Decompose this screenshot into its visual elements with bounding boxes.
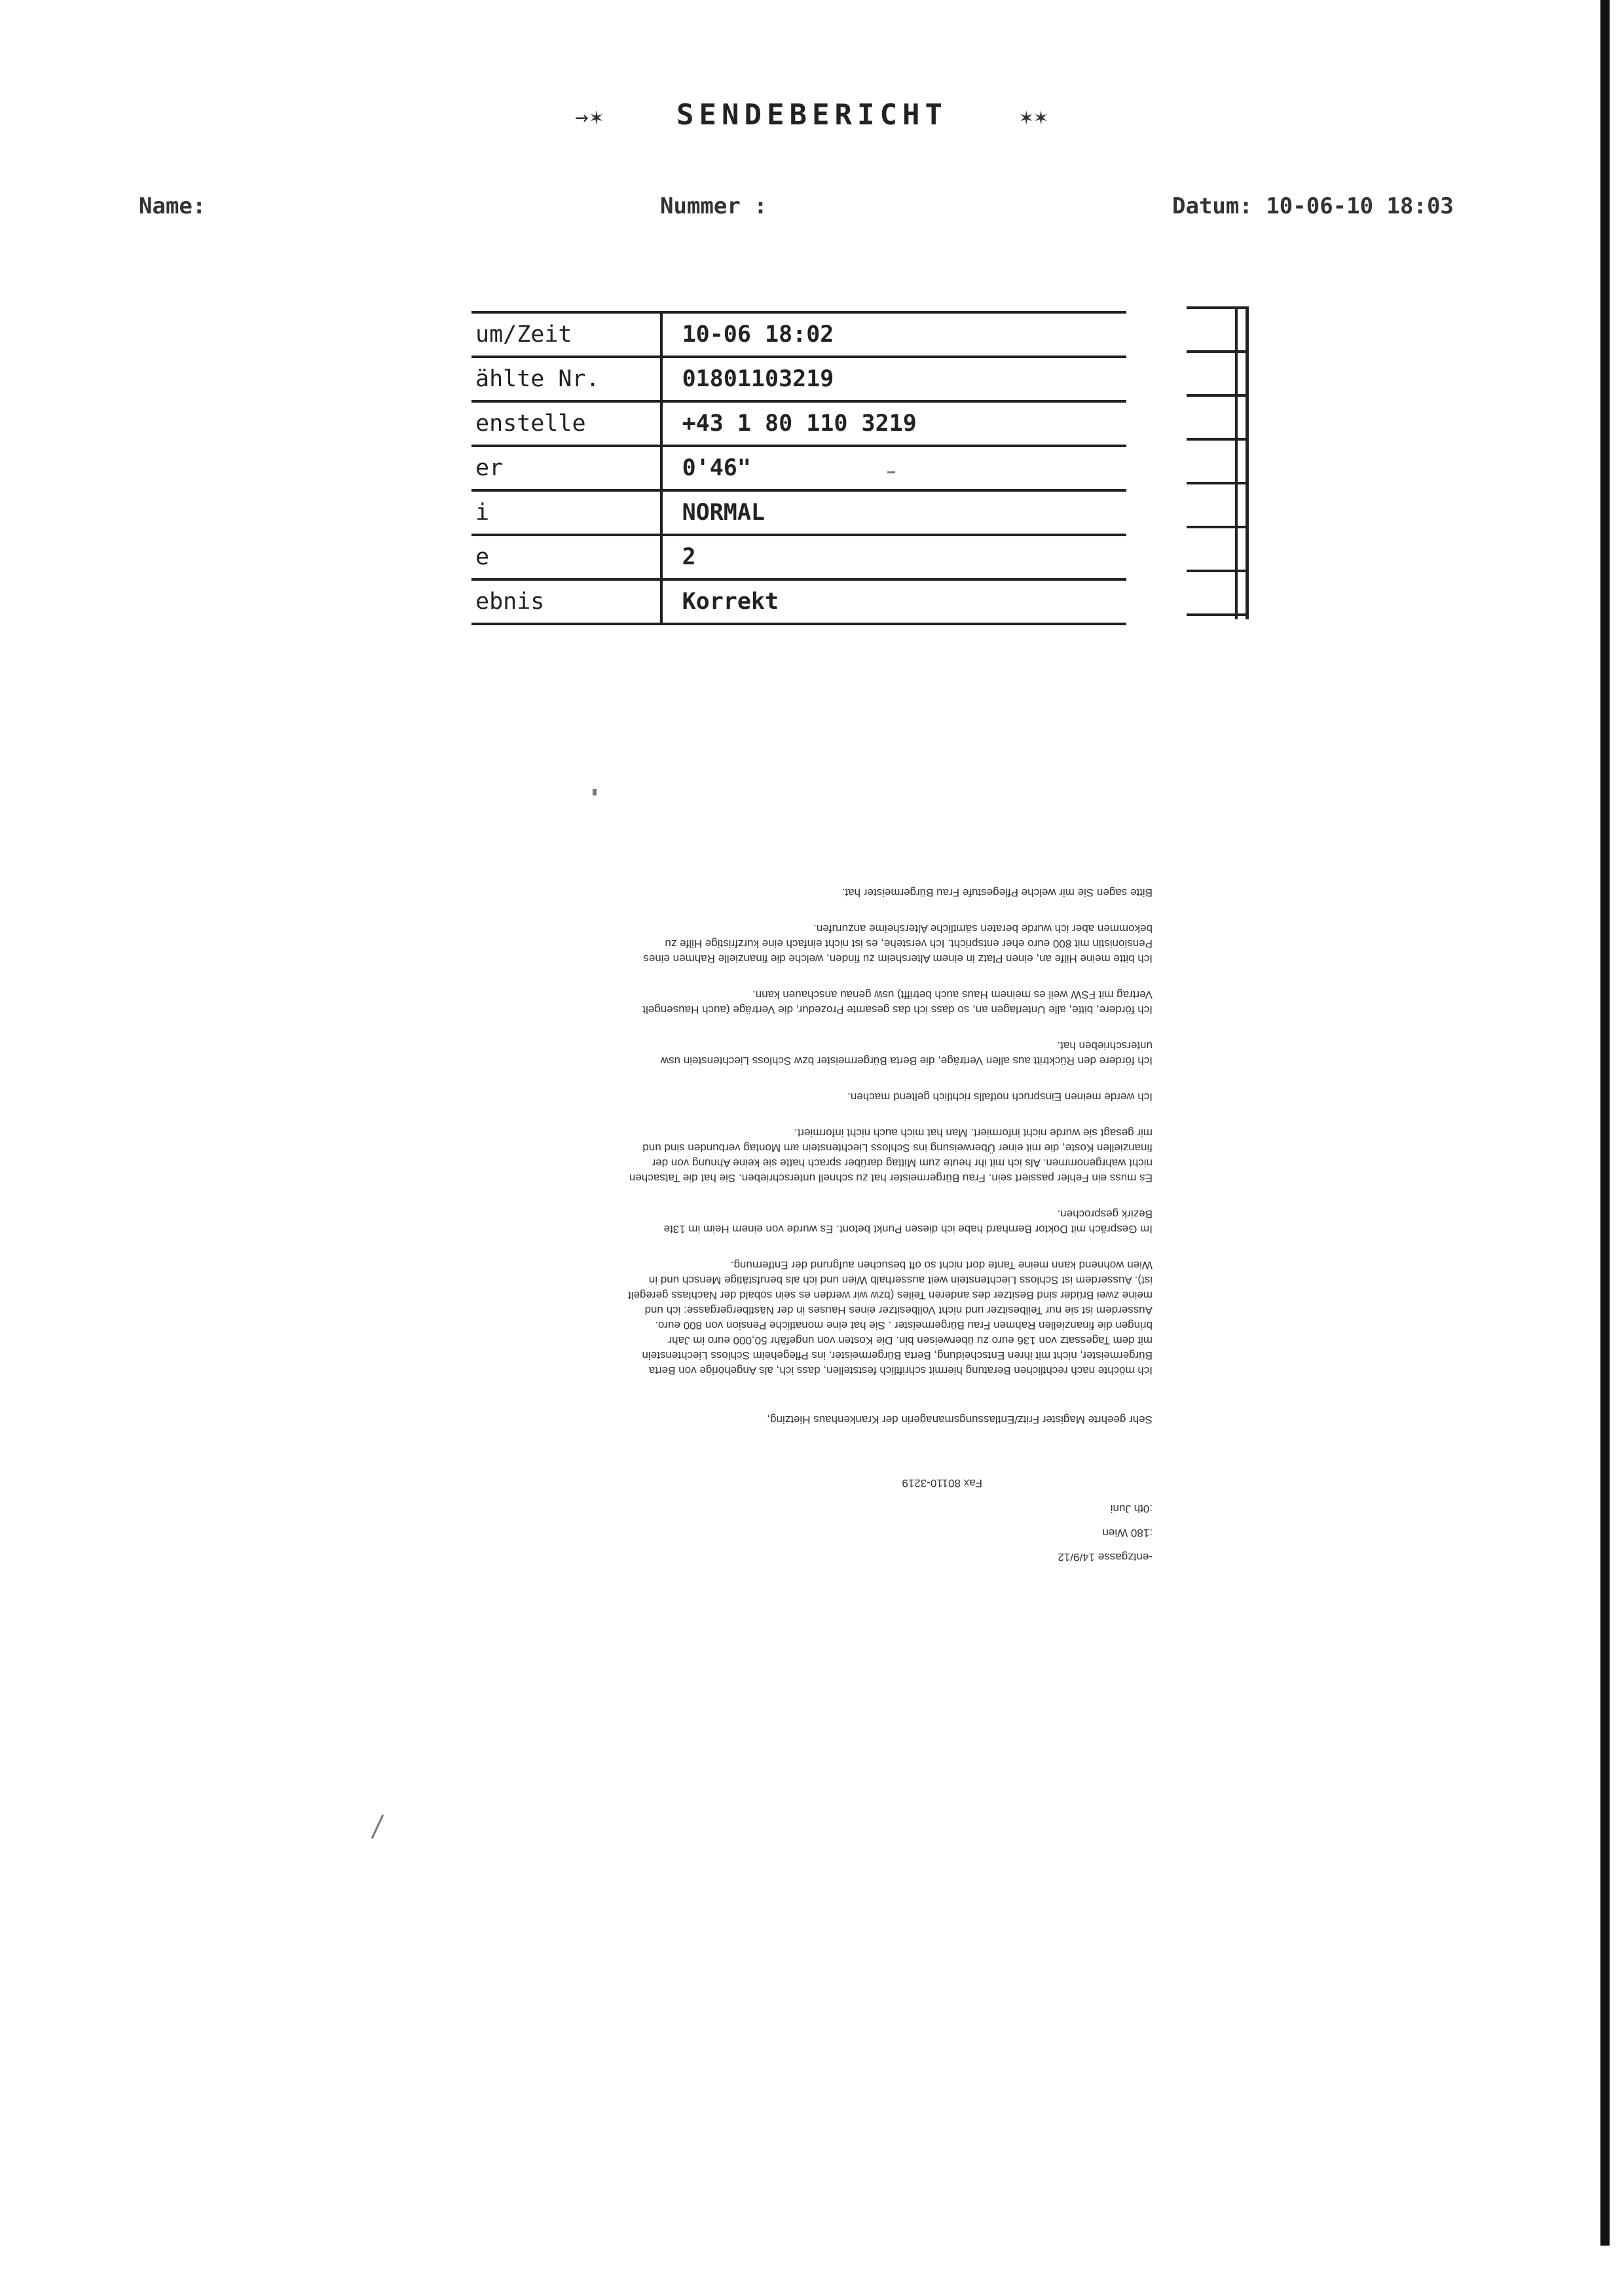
letter-paragraph [485, 987, 1153, 1017]
letter-line: meine zwei Brüder sind Besitzer des anderen Teiles (bzw wir werden es sein sobald der Nachlass geregelt [628, 1289, 1153, 1302]
letter-line: mir gesagt sie wurde nicht informiert. Man hat mich auch nicht informiert. [794, 1127, 1153, 1139]
row-value: +43 1 80 110 3219 [661, 401, 1126, 446]
letter-greeting: Sehr geehrte Magister Fritz/Entlassungsmanagerin der Krankenhaus Hietzing, [767, 1413, 1153, 1426]
row-value: 2 [661, 535, 1126, 579]
row-value: NORMAL [661, 490, 1126, 535]
row-value: Korrekt [661, 579, 1126, 624]
upside-down-letter [485, 864, 1153, 1563]
transmission-report-table [471, 311, 1126, 625]
letter-line: Im Gespräch mit Doktor Bernhard habe ich diesen Punkt betont. Es wurde von einem Heim im 13te [663, 1223, 1153, 1235]
letter-line: Vertrag mit FSW weil es meinem Haus auch betrifft) usw genau anschauen kann. [752, 989, 1153, 1001]
row-label: er [471, 446, 661, 490]
letter-body [485, 885, 1153, 1378]
letter-line: Bitte sagen Sie mir welche Pflegestufe Frau Bürgermeister hat. [841, 886, 1153, 899]
row-label: e [471, 535, 661, 579]
datum-value: 10-06-10 18:03 [1266, 193, 1454, 219]
nummer-label: Nummer : [660, 193, 767, 219]
letter-line: ist). Ausserdem ist Schloss Liechtenstein weit ausserhalb Wien und ich als berufstätige Mensch und in [648, 1274, 1153, 1286]
letter-paragraph [485, 1089, 1153, 1104]
table-row [471, 535, 1126, 579]
letter-line: Ich möchte nach rechtlichen Beratung hiermit schriftlich feststellen, dass ich, als Angehörige von Berta [648, 1364, 1153, 1377]
row-value: 01801103219 [661, 357, 1126, 401]
row-value: 10-06 18:02 [661, 312, 1126, 357]
row-label: ählte Nr. [471, 357, 661, 401]
letter-paragraph [485, 1258, 1153, 1378]
letter-paragraph [485, 921, 1153, 966]
letter-line: Ich fördere, bitte, alle Unterlagen an, so dass ich das gesamte Prozedur, die Verträge (auch Hausengelt [642, 1004, 1153, 1016]
title-decoration-right: ✶✶ [1019, 104, 1049, 130]
table-side-frame [1187, 306, 1249, 619]
table-row [471, 579, 1126, 624]
table-row [471, 490, 1126, 535]
row-label: ebnis [471, 579, 661, 624]
address-line: :0th Juni [1110, 1503, 1153, 1515]
table-row [471, 312, 1126, 357]
name-label: Name: [139, 193, 206, 219]
row-label: um/Zeit [471, 312, 661, 357]
letter-line: Ich werde meinen Einspruch notfalls richtlich geltend machen. [847, 1091, 1153, 1103]
letter-line: unterschrieben hat. [1057, 1040, 1153, 1052]
letter-line: finanziellen Koste, die mit einer Überweisung ins Schloss Liechtenstein am Montag verbunden sind und [642, 1142, 1153, 1154]
letter-line: Pensionistin mit 800 euro eher entspricht. Ich verstehe, es ist nicht einfach eine kurzfristige Hilfe zu [665, 938, 1153, 950]
scan-speck [887, 471, 895, 473]
frame-vertical [1235, 306, 1238, 619]
letter-fax: Fax 80110-3219 [902, 1477, 982, 1489]
scan-speck [371, 1814, 384, 1839]
letter-paragraph [485, 1207, 1153, 1237]
address-line: -entzgasse 14/9/12 [1058, 1551, 1153, 1563]
table-row [471, 357, 1126, 401]
row-label: enstelle [471, 401, 661, 446]
letter-line: bringen die finanziellen Rahmen Frau Bürgermeister . Sie hat eine monatliche Pension von 800 euro. [655, 1319, 1153, 1332]
datum-field [1172, 193, 1454, 219]
title-text: SENDEBERICHT [676, 98, 948, 132]
letter-line: Ich bitte meine Hilfe an, einen Platz in einem Altersheim zu finden, welche die finanzielle Rahmen eines [643, 953, 1153, 965]
letter-paragraph [485, 1125, 1153, 1186]
letter-line: bekommen aber ich wurde beraten sämtliche Altersheime anzurufen. [813, 922, 1153, 935]
letter-line: nicht wahrgenommen. Als ich mit ihr heute zum Mittag darüber sprach hatte sie keine Ahnung von der [652, 1157, 1153, 1169]
report-title [0, 98, 1624, 132]
letter-line: Bürgermeister, nicht mit ihren Entscheidung, Berta Bürgermeister, ins Pflegeheim Schloss Liechtenstein [642, 1349, 1153, 1362]
letter-paragraph [485, 1038, 1153, 1068]
letter-line: Es muss ein Fehler passiert sein. Frau Bürgermeister hat zu schnell unterschrieben. Sie hat die Tatsachen [629, 1172, 1153, 1184]
title-decoration-left: →✶ [575, 104, 605, 130]
table-row [471, 401, 1126, 446]
letter-line: Bezirk gesprochen. [1057, 1208, 1153, 1220]
address-line: :180 Wien [1102, 1527, 1153, 1539]
letter-address [485, 1503, 1153, 1563]
row-label: i [471, 490, 661, 535]
table-row [471, 446, 1126, 490]
page-edge-shadow [1600, 0, 1610, 2246]
letter-line: Wien wohnend kann meine Tante dort nicht so oft besuchen aufgrund der Entfernung. [730, 1259, 1153, 1271]
letter-line: Ich fördere den Rücktritt aus allen Verträge, die Berta Bürgermeister bzw Schloss Liechtenstein usw [660, 1055, 1153, 1067]
row-value: 0'46" [661, 446, 1126, 490]
scan-speck [593, 789, 597, 795]
letter-line: mit dem Tagessatz von 136 euro zu überweisen bin. Die Kosten von ungefähr 50,000 euro im Jahr [668, 1334, 1153, 1347]
letter-paragraph [485, 885, 1153, 900]
datum-label: Datum: [1172, 193, 1253, 219]
letter-line: Ausserdem ist sie nur Teilbesitzer und nicht Vollbesitzer eines Hauses in der Nästlbergergasse: ich und [644, 1304, 1153, 1317]
